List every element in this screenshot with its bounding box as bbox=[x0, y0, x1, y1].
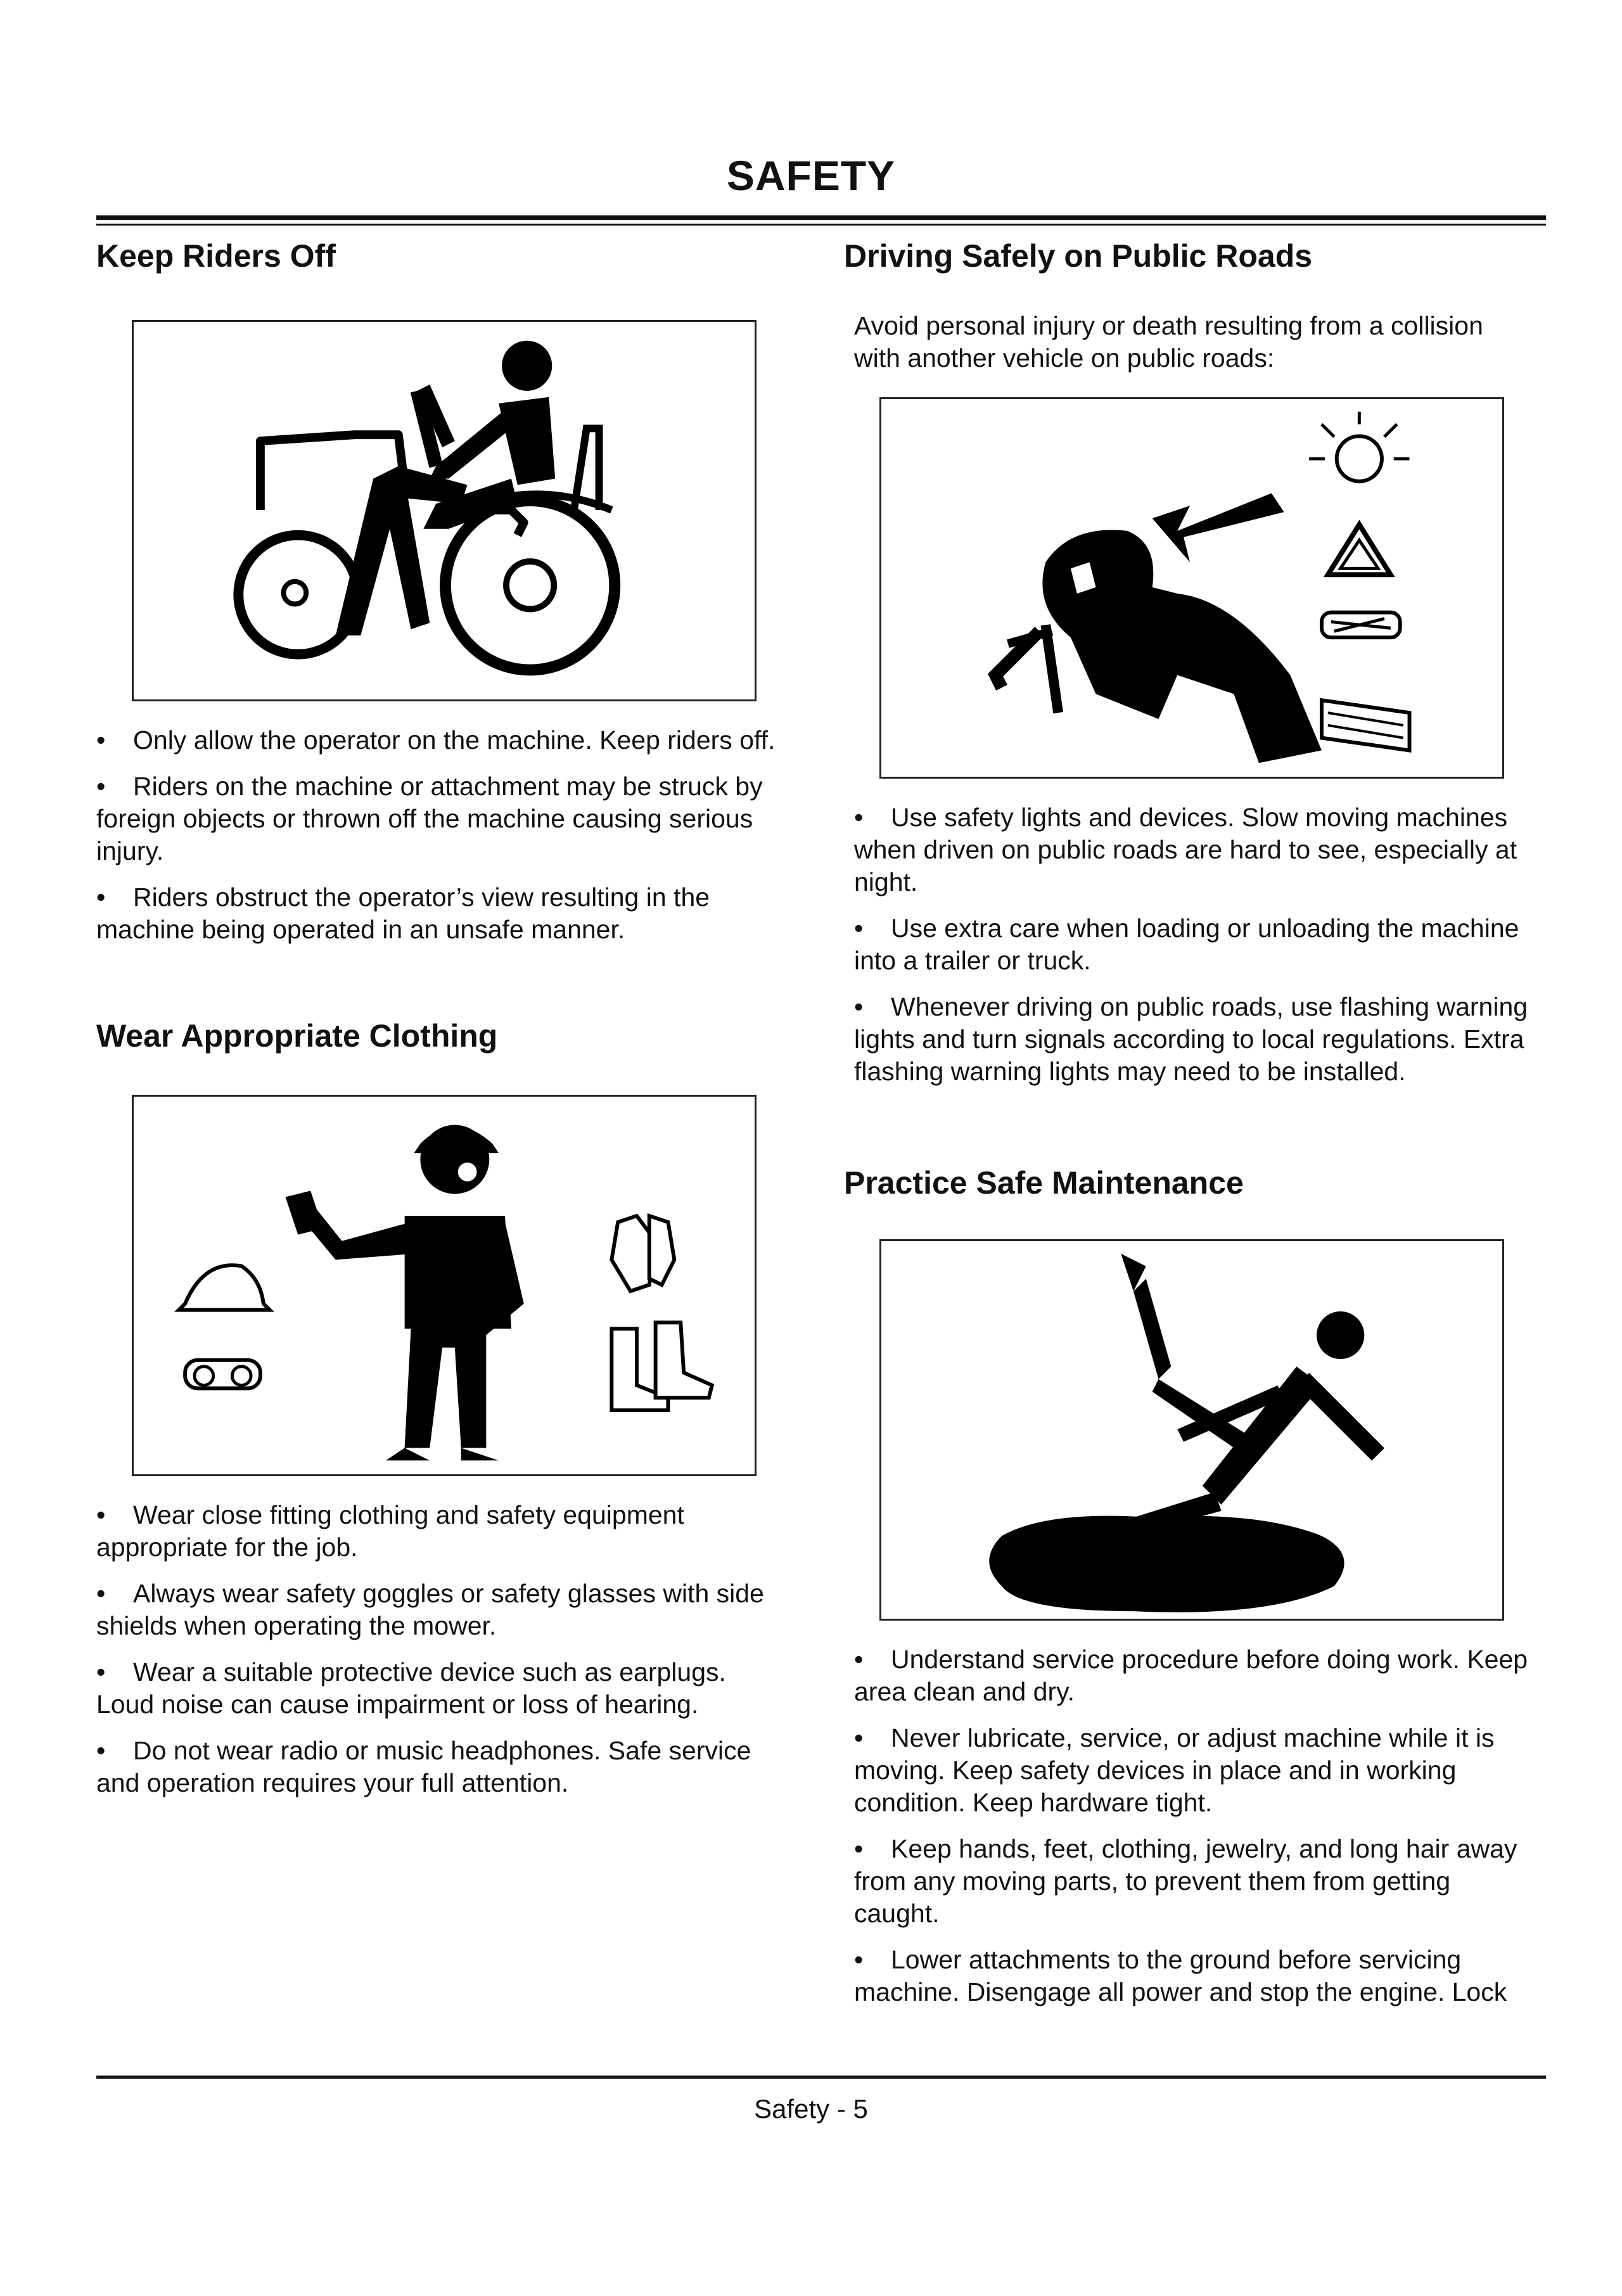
heading-driving-public-roads: Driving Safely on Public Roads bbox=[844, 238, 1313, 274]
tractor-rider-icon bbox=[134, 322, 755, 699]
list-item: • Understand service procedure before doing work. Keep area clean and dry. bbox=[854, 1645, 1528, 1706]
protective-clothing-icon bbox=[134, 1097, 755, 1474]
list-item: • Only allow the operator on the machine. Keep riders off. bbox=[96, 725, 776, 755]
page-footer: Safety - 5 bbox=[754, 2094, 868, 2124]
page-title: SAFETY bbox=[726, 152, 896, 199]
list-item: • Use safety lights and devices. Slow moving machines when driven on public roads are hard to see, especially at night. bbox=[854, 803, 1517, 896]
roads-intro: Avoid personal injury or death resulting from a collision with another vehicle on public roads: bbox=[854, 311, 1483, 373]
right-column bbox=[844, 236, 1535, 2022]
riders-illustration bbox=[132, 320, 757, 701]
maintenance-illustration bbox=[879, 1239, 1504, 1621]
list-item: • Riders on the machine or attachment may be struck by foreign objects or thrown off the machine causing serious injury. bbox=[96, 772, 763, 865]
roads-bullet-list bbox=[844, 801, 1535, 1088]
clothing-bullet-list bbox=[96, 1499, 787, 1799]
maintenance-bullet-list bbox=[844, 1643, 1535, 2008]
list-item: • Keep hands, feet, clothing, jewelry, and long hair away from any moving parts, to prevent them from getting caught. bbox=[854, 1834, 1517, 1928]
riders-bullet-list bbox=[96, 724, 787, 946]
driver-collision-icon bbox=[881, 399, 1502, 777]
list-item: • Never lubricate, service, or adjust machine while it is moving. Keep safety devices in place and in working condition. Keep hardware tight. bbox=[854, 1723, 1495, 1817]
slip-fall-icon bbox=[881, 1241, 1502, 1619]
list-item: • Always wear safety goggles or safety glasses with side shields when operating the mower. bbox=[96, 1579, 764, 1640]
header-rule-thin bbox=[96, 224, 1546, 226]
list-item: • Riders obstruct the operator’s view resulting in the machine being operated in an unsafe manner. bbox=[96, 883, 710, 944]
heading-safe-maintenance: Practice Safe Maintenance bbox=[844, 1165, 1244, 1201]
heading-wear-clothing: Wear Appropriate Clothing bbox=[96, 1018, 498, 1054]
left-column bbox=[96, 236, 787, 1813]
header-rule-thick bbox=[96, 215, 1546, 220]
list-item: • Do not wear radio or music headphones. Safe service and operation requires your full attention. bbox=[96, 1736, 751, 1797]
list-item: • Lower attachments to the ground before servicing machine. Disengage all power and stop the engine. Lock bbox=[854, 1945, 1507, 2006]
roads-illustration bbox=[879, 397, 1504, 779]
heading-keep-riders-off: Keep Riders Off bbox=[96, 238, 336, 274]
list-item: • Wear a suitable protective device such as earplugs. Loud noise can cause impairment or loss of hearing. bbox=[96, 1657, 726, 1719]
list-item: • Use extra care when loading or unloading the machine into a trailer or truck. bbox=[854, 914, 1519, 975]
footer-rule bbox=[96, 2076, 1546, 2079]
list-item: • Wear close fitting clothing and safety equipment appropriate for the job. bbox=[96, 1500, 684, 1562]
list-item: • Whenever driving on public roads, use flashing warning lights and turn signals according to local regulations. Extra flashing warning lights may need to be installed. bbox=[854, 992, 1528, 1086]
clothing-illustration bbox=[132, 1095, 757, 1476]
